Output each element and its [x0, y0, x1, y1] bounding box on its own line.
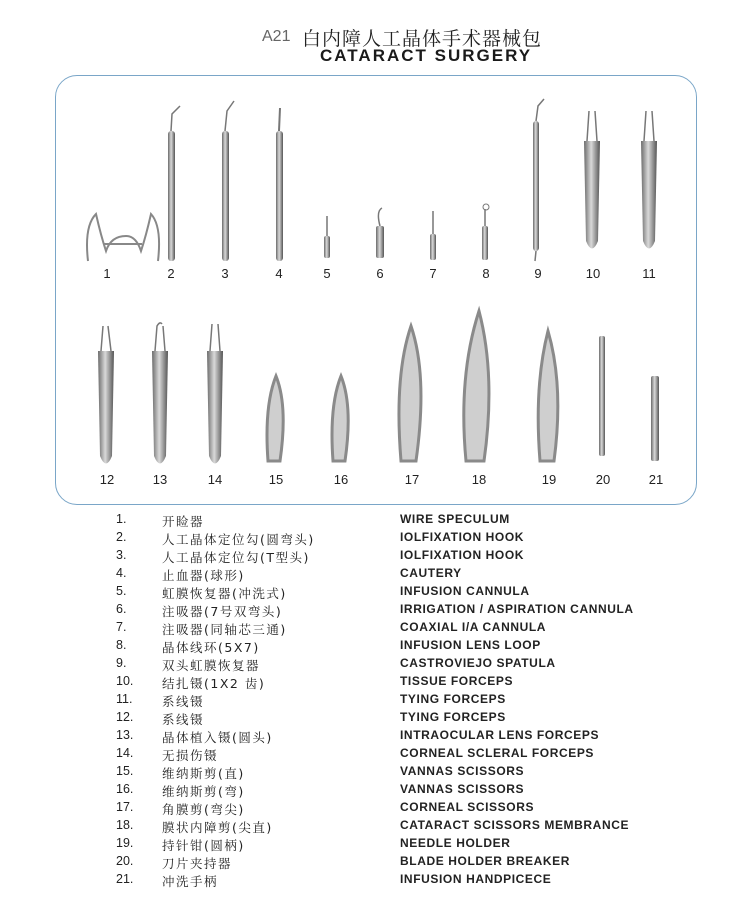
item-number: 20.	[116, 854, 134, 868]
item-number: 6.	[116, 602, 127, 616]
figure-label: 2	[167, 266, 175, 281]
infusion-handpiece-image	[651, 376, 659, 461]
list-item	[0, 800, 750, 818]
item-name-cn: 角膜剪(弯尖)	[162, 802, 245, 817]
figure-label: 1	[103, 266, 111, 281]
item-name-cn: 系线镊	[162, 712, 205, 727]
list-item	[0, 728, 750, 746]
item-name-cn: 注吸器(7号双弯头)	[162, 604, 283, 619]
tissue-forceps-image	[584, 141, 600, 249]
item-number: 16.	[116, 782, 134, 796]
item-name-en: INFUSION HANDPICECE	[400, 872, 552, 886]
item-name-en: INTRAOCULAR LENS FORCEPS	[400, 728, 600, 742]
list-item	[0, 530, 750, 548]
item-name-en: TISSUE FORCEPS	[400, 674, 514, 688]
figure-label: 9	[534, 266, 542, 281]
figure-label: 5	[323, 266, 331, 281]
item-number: 13.	[116, 728, 134, 742]
item-number: 21.	[116, 872, 134, 886]
item-number: 3.	[116, 548, 127, 562]
item-name-cn: 注吸器(同轴芯三通)	[162, 622, 287, 637]
list-item	[0, 818, 750, 836]
item-name-en: IOLFIXATION HOOK	[400, 530, 525, 544]
item-number: 10.	[116, 674, 134, 688]
item-name-cn: 虹膜恢复器(冲洗式)	[162, 586, 287, 601]
item-name-cn: 结扎镊(1X2 齿)	[162, 676, 266, 691]
item-name-cn: 双头虹膜恢复器	[162, 658, 261, 673]
list-item	[0, 620, 750, 638]
list-item	[0, 566, 750, 584]
item-name-en: NEEDLE HOLDER	[400, 836, 511, 850]
cannula-images	[324, 226, 488, 260]
corneal-forceps-image	[207, 351, 223, 464]
item-number: 9.	[116, 656, 127, 670]
figure-label: 11	[642, 266, 656, 281]
item-name-en: IRRIGATION / ASPIRATION CANNULA	[400, 602, 634, 616]
item-name-cn: 持针钳(圆柄)	[162, 838, 245, 853]
figure-label: 12	[99, 472, 115, 487]
item-number: 7.	[116, 620, 127, 634]
figure-label: 6	[376, 266, 384, 281]
item-number: 5.	[116, 584, 127, 598]
blade-holder-image	[599, 336, 605, 456]
tying-forceps-image	[641, 141, 657, 249]
item-name-cn: 开睑器	[162, 514, 205, 529]
list-item	[0, 602, 750, 620]
figure-label: 10	[585, 266, 601, 281]
item-name-en: VANNAS SCISSORS	[400, 782, 525, 796]
castroviejo-spatula-image	[533, 121, 539, 251]
item-name-cn: 膜状内障剪(尖直)	[162, 820, 273, 835]
list-item	[0, 692, 750, 710]
list-item	[0, 656, 750, 674]
scissors-images	[267, 311, 558, 461]
item-name-cn: 晶体线环(5X7)	[162, 640, 260, 655]
figure-label: 4	[275, 266, 283, 281]
item-number: 17.	[116, 800, 134, 814]
instrument-illustration	[56, 76, 696, 504]
item-number: 15.	[116, 764, 134, 778]
item-number: 2.	[116, 530, 127, 544]
item-name-cn: 人工晶体定位勾(T型头)	[162, 550, 310, 565]
item-name-en: WIRE SPECULUM	[400, 512, 510, 526]
item-name-cn: 冲洗手柄	[162, 874, 219, 889]
item-name-en: INFUSION CANNULA	[400, 584, 530, 598]
list-item	[0, 638, 750, 656]
item-name-cn: 止血器(球形)	[162, 568, 245, 583]
item-name-cn: 人工晶体定位勾(圆弯头)	[162, 532, 315, 547]
iol-hook-t-image	[222, 131, 229, 261]
figure-label: 13	[152, 472, 168, 487]
item-number: 18.	[116, 818, 134, 832]
figure-label: 18	[471, 472, 487, 487]
figure-label: 17	[404, 472, 420, 487]
item-number: 4.	[116, 566, 127, 580]
list-item	[0, 836, 750, 854]
item-name-en: TYING FORCEPS	[400, 692, 506, 706]
list-item	[0, 854, 750, 872]
list-item	[0, 782, 750, 800]
list-item	[0, 584, 750, 602]
title-chinese: 白内障人工晶体手术器械包	[302, 28, 543, 50]
list-item	[0, 710, 750, 728]
item-name-en: TYING FORCEPS	[400, 710, 506, 724]
cautery-image	[276, 131, 283, 261]
title-english: CATARACT SURGERY	[320, 46, 533, 65]
item-number: 1.	[116, 512, 127, 526]
item-name-en: BLADE HOLDER BREAKER	[400, 854, 571, 868]
item-name-cn: 维纳斯剪(弯)	[162, 784, 245, 799]
figure-label: 8	[482, 266, 490, 281]
item-name-en: CASTROVIEJO SPATULA	[400, 656, 556, 670]
item-name-en: IOLFIXATION HOOK	[400, 548, 525, 562]
list-item	[0, 548, 750, 566]
item-number: 8.	[116, 638, 127, 652]
catalog-code: A21	[262, 28, 291, 45]
item-name-cn: 维纳斯剪(直)	[162, 766, 245, 781]
item-name-cn: 无损伤镊	[162, 748, 219, 763]
item-name-en: CORNEAL SCLERAL FORCEPS	[400, 746, 595, 760]
item-name-en: INFUSION LENS LOOP	[400, 638, 541, 652]
item-name-en: CORNEAL SCISSORS	[400, 800, 535, 814]
iol-forceps-image	[152, 351, 168, 464]
figure-label: 19	[541, 472, 557, 487]
iol-hook-round-image	[168, 131, 175, 261]
figure-label: 7	[429, 266, 437, 281]
wire-speculum-image	[87, 214, 159, 261]
item-name-cn: 刀片夹持器	[162, 856, 233, 871]
list-item	[0, 764, 750, 782]
item-name-en: COAXIAL I/A CANNULA	[400, 620, 547, 634]
item-name-en: CATARACT SCISSORS MEMBRANCE	[400, 818, 630, 832]
list-item	[0, 512, 750, 530]
item-name-en: VANNAS SCISSORS	[400, 764, 525, 778]
item-number: 12.	[116, 710, 134, 724]
list-item	[0, 674, 750, 692]
item-number: 19.	[116, 836, 134, 850]
figure-label: 3	[221, 266, 229, 281]
item-name-en: CAUTERY	[400, 566, 462, 580]
figure-label: 21	[648, 472, 664, 487]
item-name-cn: 晶体植入镊(圆头)	[162, 730, 273, 745]
header	[0, 0, 750, 70]
tying-forceps-2-image	[98, 351, 114, 464]
figure-label: 20	[595, 472, 611, 487]
figure-label: 14	[207, 472, 223, 487]
instrument-photo-panel	[55, 75, 697, 505]
list-item	[0, 872, 750, 890]
figure-label: 16	[333, 472, 349, 487]
item-number: 11.	[116, 692, 133, 706]
figure-label: 15	[268, 472, 284, 487]
item-number: 14.	[116, 746, 134, 760]
item-name-cn: 系线镊	[162, 694, 205, 709]
list-item	[0, 746, 750, 764]
